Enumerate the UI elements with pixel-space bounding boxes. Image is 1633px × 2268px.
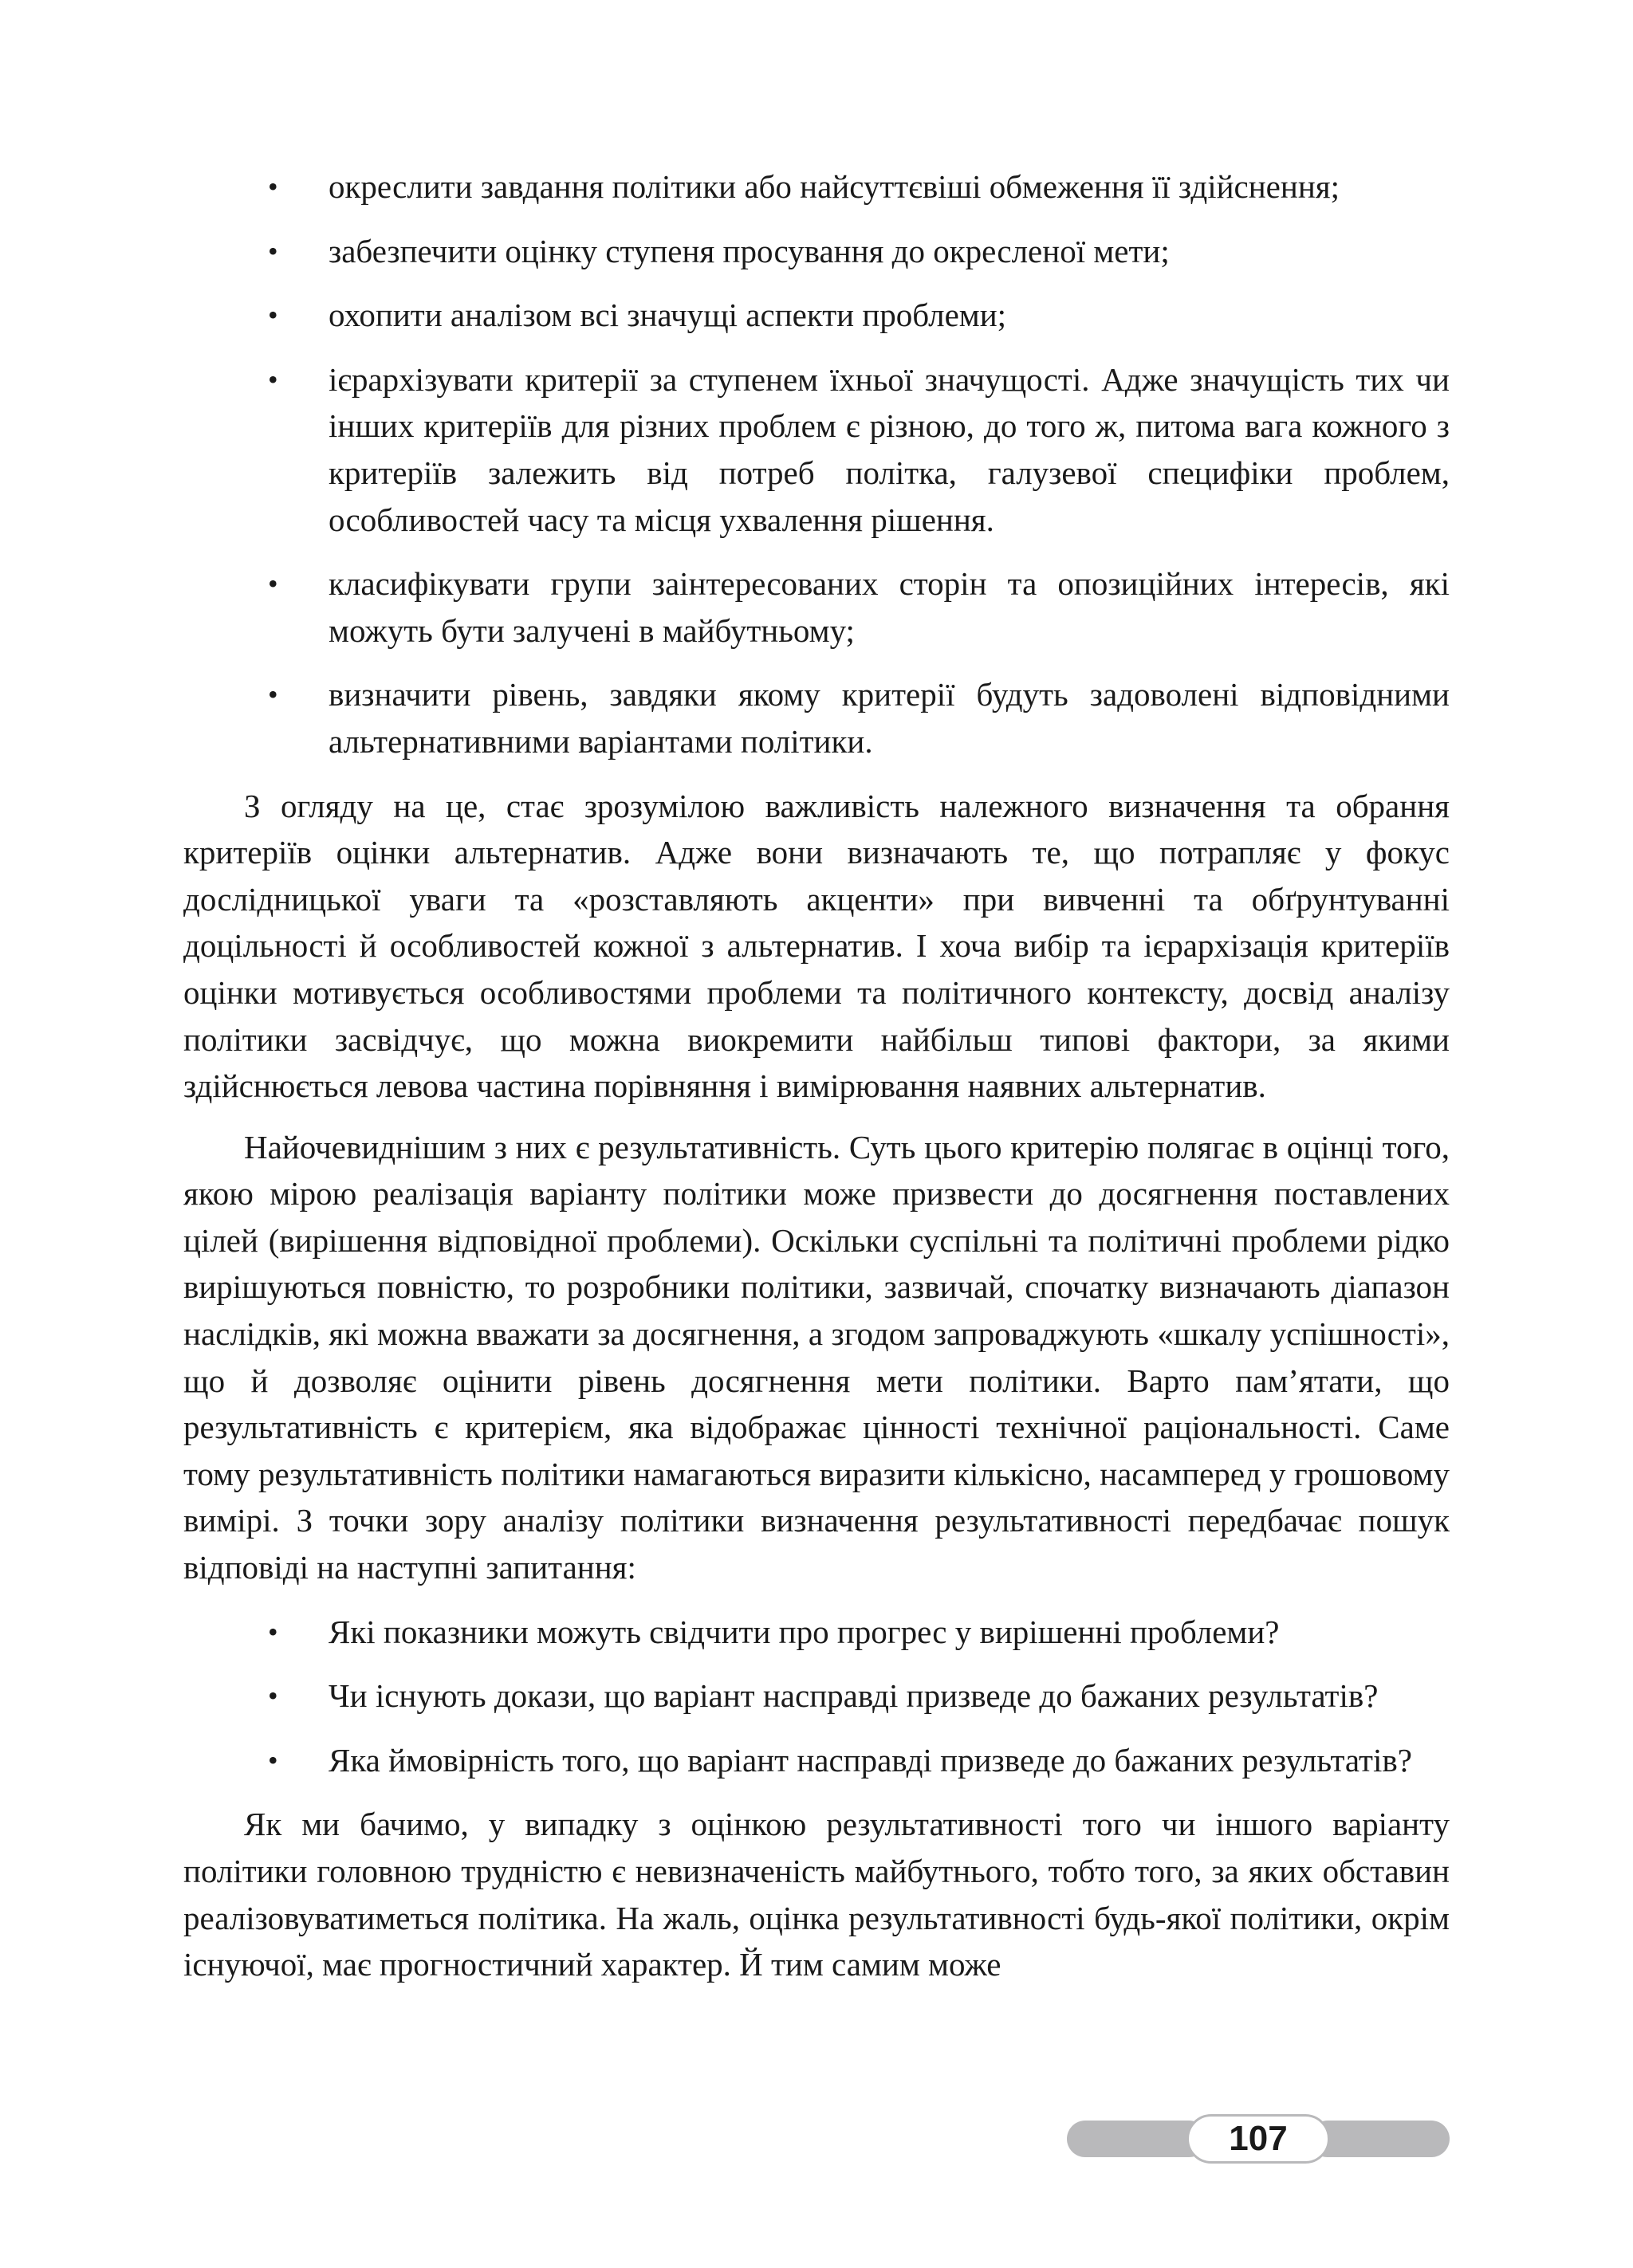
list-item-text: ієрархізувати критерії за ступенем їхньої значущості. Адже значущість тих чи інших критеріїв для різних проблем є різною, до того ж, питома вага кожного з критеріїв залежить від потреб політка, галузевої специфіки проблем, особливостей часу та місця ухвалення рішення. <box>329 360 1450 538</box>
paragraph-criteria-importance: З огляду на це, стає зрозумілою важливість належного визначення та обрання критеріїв оцінки альтернатив. Адже вони визначають те, що потрапляє у фокус дослідницької уваги та «розставляють акценти» при вивченні та обґрунтуванні доцільності й особливостей кожної з альтернатив. І хоча вибір та ієрархізація критеріїв оцінки мотивується особливостями проблеми та політичного контексту, досвід аналізу політики засвідчує, що можна виокремити найбільш типові фактори, за якими здійснюється левова частина порівняння і вимірювання наявних альтернатив. <box>183 787 1450 1105</box>
list-item-text: охопити аналізом всі значущі аспекти проблеми; <box>329 297 1007 334</box>
bullet-icon: • <box>268 678 278 711</box>
bullet-icon: • <box>268 1743 278 1776</box>
list-item <box>183 292 1450 339</box>
list-item-text: Яка ймовірність того, що варіант насправді призведе до бажаних результатів? <box>329 1741 1412 1779</box>
list-item-text: Які показники можуть свідчити про прогрес у вирішенні проблеми? <box>329 1613 1280 1650</box>
bullet-icon: • <box>268 171 278 202</box>
list-item <box>183 671 1450 765</box>
bullet-icon: • <box>268 234 278 267</box>
page-number-badge <box>1067 2114 1450 2164</box>
list-item-text: визначити рівень, завдяки якому критерії будуть задоволені відповідними альтернативними варіантами політики. <box>329 676 1450 760</box>
bullet-icon: • <box>268 1680 278 1712</box>
list-item-text: Чи існують докази, що варіант насправді призведе до бажаних результатів? <box>329 1677 1379 1715</box>
bullet-icon: • <box>268 568 278 600</box>
list-item-text: класифікувати групи заінтересованих сторін та опозиційних інтересів, які можуть бути залучені в майбутньому; <box>329 565 1450 649</box>
paragraph-uncertainty: Як ми бачимо, у випадку з оцінкою результативності того чи іншого варіанту політики головною трудністю є невизначеність майбутнього, тобто того, за яких обставин реалізовуватиметься політика. На жаль, оцінка результативності будь-якої політики, окрім існуючої, має прогностичний характер. Й тим самим може <box>183 1806 1450 1983</box>
list-item <box>183 163 1450 210</box>
page-number: 107 <box>1186 2114 1330 2164</box>
page-body <box>183 163 1450 2003</box>
bullet-icon: • <box>268 299 278 332</box>
folio-bar-right <box>1309 2121 1450 2157</box>
list-item <box>183 356 1450 543</box>
bullet-icon: • <box>268 1615 278 1648</box>
bullet-icon: • <box>268 363 278 395</box>
bullet-list-questions <box>183 1609 1450 1784</box>
list-item <box>183 1737 1450 1784</box>
paragraph-effectiveness: Найочевиднішим з них є результативність. Суть цього критерію полягає в оцінці того, якою мірою реалізація варіанту політики може призвести до досягнення поставлених цілей (вирішення відповідної проблеми). Оскільки суспільні та політичні проблеми рідко вирішуються повністю, то розробники політики, зазвичай, спочатку визначають діапазон наслідків, які можна вважати за досягнення, а згодом запроваджують «шкалу успішності», що й дозволяє оцінити рівень досягнення мети політики. Варто пам’ятати, що результативність є критерієм, яка відображає цінності технічної раціональності. Саме тому результативність політики намагаються виразити кількісно, насамперед у грошовому вимірі. З точки зору аналізу політики визначення результативності передбачає пошук відповіді на наступні запитання: <box>183 1128 1450 1586</box>
list-item <box>183 228 1450 275</box>
list-item-text: забезпечити оцінку ступеня просування до окресленої мети; <box>329 232 1170 269</box>
list-item <box>183 560 1450 654</box>
list-item <box>183 1673 1450 1720</box>
list-item-text: окреслити завдання політики або найсуттєвіші обмеження її здійснення; <box>329 168 1340 205</box>
bullet-list-criteria <box>183 163 1450 765</box>
list-item <box>183 1609 1450 1656</box>
